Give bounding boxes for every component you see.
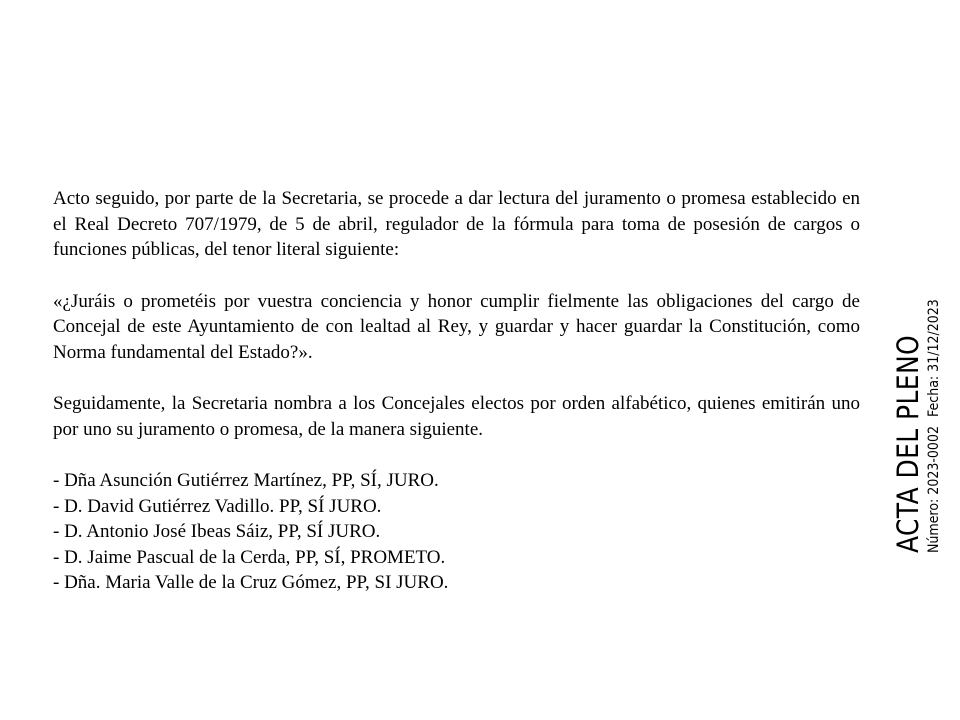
stamp-title: ACTA DEL PLENO (891, 334, 925, 553)
oath-list-item: - D. David Gutiérrez Vadillo. PP, SÍ JURO. (53, 495, 382, 517)
document-side-stamp (893, 271, 942, 553)
oath-list-item: - Dña Asunción Gutiérrez Martínez, PP, SÍ, JURO. (53, 470, 439, 491)
stamp-date: Fecha: 31/12/2023 (926, 299, 942, 418)
oath-list-item: - D. Jaime Pascual de la Cerda, PP, SÍ, PROMETO. (53, 546, 446, 568)
oath-list-item: - D. Antonio José Ibeas Sáiz, PP, SÍ JURO. (53, 521, 381, 542)
stamp-meta (926, 299, 942, 553)
oath-list (53, 468, 860, 596)
document-body (53, 186, 860, 596)
stamp-number: Número: 2023-0002 (926, 426, 942, 553)
paragraph-reading-intro: Acto seguido, por parte de la Secretaria, se procede a dar lectura del juramento o promesa establecido en el Real Decreto 707/1979, de 5 de abril, regulador de la fórmula para toma de posesión de cargos o funciones públicas, del tenor literal siguiente: (53, 188, 860, 260)
paragraph-oath-formula: «¿Juráis o prometéis por vuestra conciencia y honor cumplir fielmente las obligaciones del cargo de Concejal de este Ayuntamiento de con lealtad al Rey, y guardar y hacer guardar la Constitución, como Norma fundamental del Estado?». (53, 290, 860, 363)
paragraph-secretary-naming: Seguidamente, la Secretaria nombra a los Concejales electos por orden alfabético, quienes emitirán uno por uno su juramento o promesa, de la manera siguiente. (53, 393, 860, 440)
oath-list-item: - Dña. Maria Valle de la Cruz Gómez, PP, SI JURO. (53, 572, 449, 593)
